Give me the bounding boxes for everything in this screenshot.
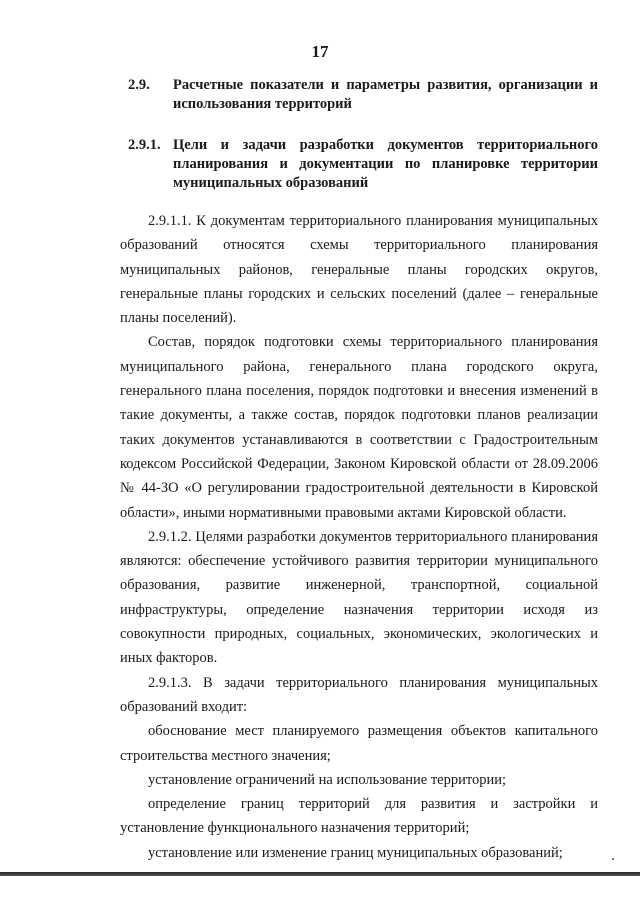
paragraph-2-9-1-1: 2.9.1.1. К документам территориального планирования муниципальных образований относятся схемы территориального планирования муниципальных районов, генеральные планы городских округов, генеральные планы городских и сельских поселений (далее – генеральные планы поселений). — [120, 213, 598, 327]
paragraph-2-9-1-2: 2.9.1.2. Целями разработки документов территориального планирования являются: обеспечение устойчивого развития территории муниципального образования, развитие инженерной, транспортной, социальной инфраструктуры, определение назначения территории исходя из совокупности природных, социальных, экономических, экологических и иных факторов. — [120, 528, 598, 667]
paragraph-2-9-1-3: 2.9.1.3. В задачи территориального планирования муниципальных образований входит: — [120, 674, 598, 715]
list-item: установление или изменение границ муниципальных образований; — [148, 844, 563, 861]
subsection-number: 2.9.1. — [128, 137, 161, 153]
subsection-heading-2-9-1 — [128, 136, 598, 193]
section-heading-2-9 — [128, 76, 598, 114]
subsection-title: Цели и задачи разработки документов территориального планирования и документации по планировке территории муниципальных образований — [173, 137, 598, 191]
list-item: установление ограничений на использование территории; — [148, 771, 507, 788]
page-bottom-edge — [0, 872, 640, 876]
section-title: Расчетные показатели и параметры развития, организации и использования территорий — [173, 77, 598, 112]
scan-artifact — [612, 858, 614, 860]
section-number: 2.9. — [128, 77, 150, 93]
page-number: 17 — [311, 42, 329, 61]
paragraph-composition: Состав, порядок подготовки схемы территориального планирования муниципального района, генерального плана городского округа, генерального плана поселения, порядок подготовки и внесения изменений в такие документы, а также состав, порядок подготовки планов реализации таких документов устанавливаются в соответствии с Градостроительным кодексом Российской Федерации, Законом Кировской области от 28.09.2006 № 44-ЗО «О регулировании градостроительной деятельности в Кировской области», иными нормативными правовыми актами Кировской области. — [120, 334, 598, 521]
list-item: определение границ территорий для развития и застройки и установление функционального назначения территорий; — [120, 796, 598, 837]
list-item: обоснование мест планируемого размещения объектов капитального строительства местного значения; — [120, 723, 598, 764]
body-text — [120, 209, 598, 865]
